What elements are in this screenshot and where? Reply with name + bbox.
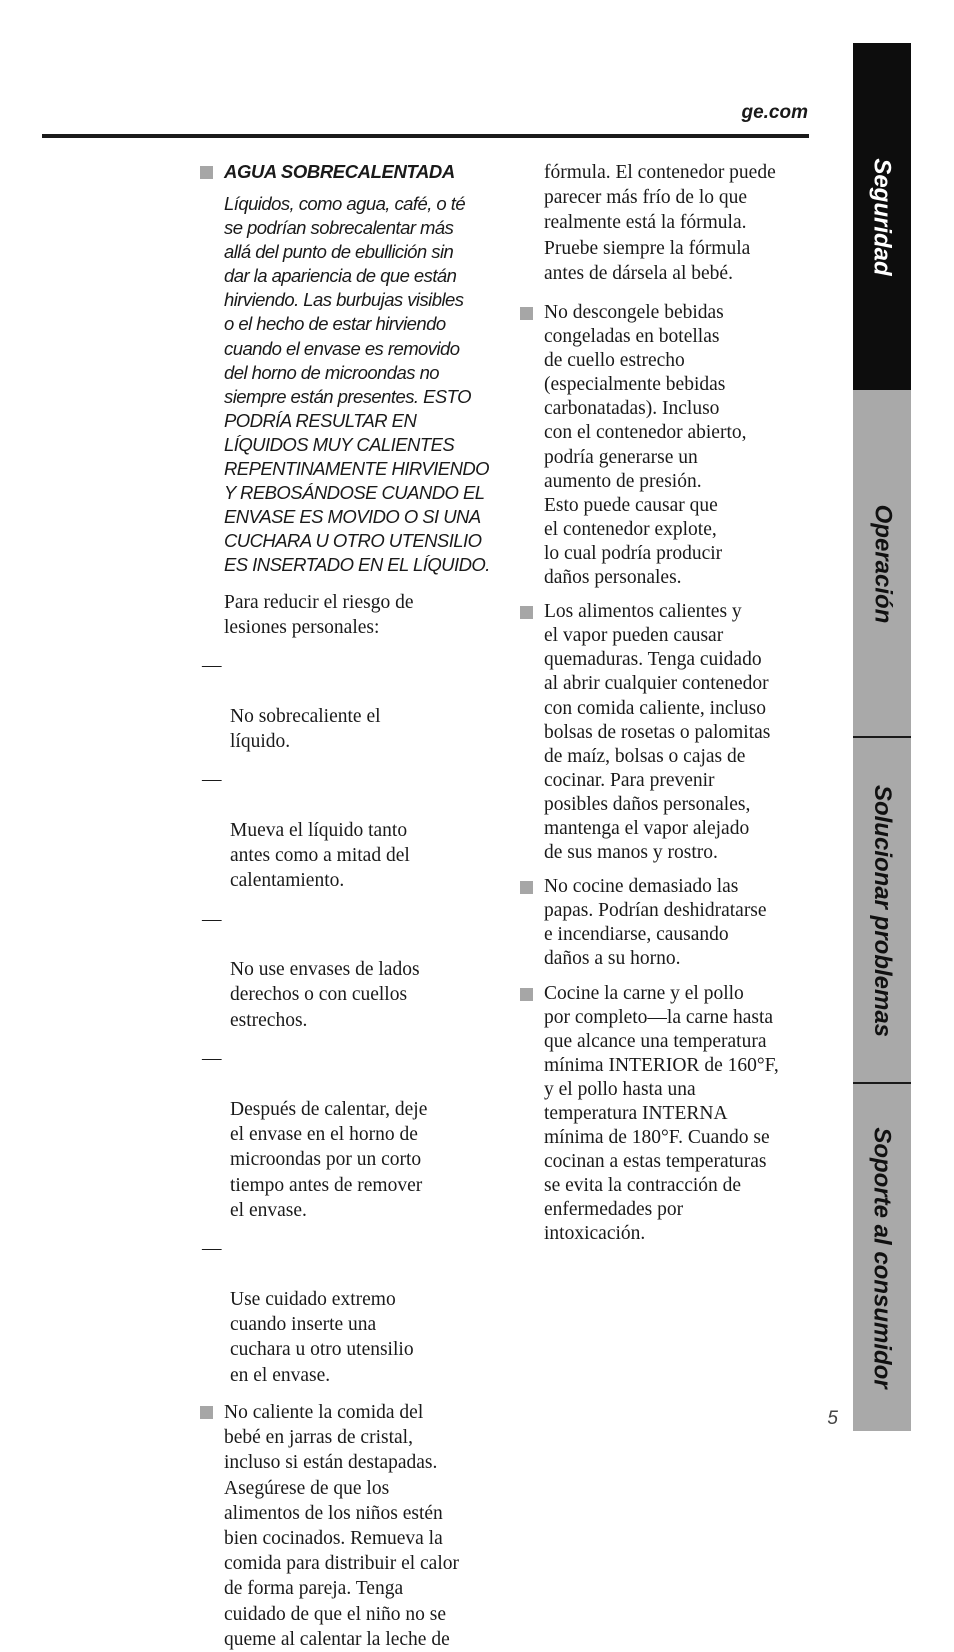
bullet-item: [520, 600, 816, 865]
dash-mark: —: [202, 1238, 222, 1260]
dash-mark: —: [202, 654, 222, 676]
superheated-water-section: [200, 160, 498, 640]
list-item: [200, 1236, 498, 1388]
page-number: 5: [827, 1408, 838, 1429]
list-item-text: Después de calentar, deje el envase en el horno de microondas por un corto tiempo antes de remover el envase.: [230, 1098, 428, 1221]
bullet-square-icon: [520, 881, 533, 894]
bullet-square-icon: [520, 307, 533, 320]
baby-food-text: No caliente la comida del bebé en jarras de cristal, incluso si están destapadas. Asegúrese de que los alimentos de los niños estén bien cocinados. Remueva la comida para distribuir el calor de forma pareja. Tenga cuidado de que el niño no se queme al calentar la leche de: [224, 1401, 459, 1650]
bullet-text: No descongele bebidas congeladas en botellas de cuello estrecho (especialmente bebidas carbonatadas). Incluso con el contenedor abierto, podría generarse un aumento de presión. Esto puede causar que el contenedor explote, lo cual podría producir daños personales.: [544, 302, 747, 589]
bullet-square-icon: [520, 988, 533, 1001]
bullet-item: [520, 875, 816, 971]
continued-text: fórmula. El contenedor puede parecer más frío de lo que realmente está la fórmula. Pruebe siempre la fórmula antes de dársela al bebé.: [544, 162, 776, 284]
bullet-item: [520, 982, 816, 1247]
list-item-text: Use cuidado extremo cuando inserte una cuchara u otro utensilio en el envase.: [230, 1288, 414, 1386]
tab-label: Solucionar problemas: [869, 784, 896, 1037]
dash-mark: —: [202, 1048, 222, 1070]
section-tabs: [853, 43, 911, 1431]
intro-text: Para reducir el riesgo de lesiones personales:: [224, 591, 414, 638]
list-item-text: No use envases de lados derechos o con cuellos estrechos.: [230, 959, 420, 1031]
bullet-item: [520, 301, 816, 590]
right-column: [520, 160, 816, 1247]
bullet-square-icon: [520, 606, 533, 619]
section-heading: AGUA SOBRECALENTADA: [224, 161, 455, 182]
header-rule: [42, 134, 809, 138]
site-url[interactable]: ge.com: [741, 102, 808, 123]
list-item: [200, 907, 498, 1033]
list-item-text: Mueva el líquido tanto antes como a mitad del calentamiento.: [230, 819, 410, 892]
dash-mark: —: [202, 769, 222, 791]
tab-label: Seguridad: [869, 157, 897, 276]
tab-label: Operación: [869, 504, 897, 623]
tab-operacion[interactable]: [853, 390, 911, 737]
dash-list: [200, 653, 498, 1388]
list-item-text: No sobrecaliente el líquido.: [230, 705, 381, 752]
bullet-text: Cocine la carne y el pollo por completo—la carne hasta que alcance una temperatura mínima INTERIOR de 160°F, y el pollo hasta una temperatura INTERNA mínima de 180°F. Cuando se cocinan a estas temperaturas se evita la contracción de enfermedades por intoxicación.: [544, 982, 779, 1245]
bullet-text: No cocine demasiado las papas. Podrían deshidratarse e incendiarse, causando daños a su horno.: [544, 876, 767, 970]
baby-food-section: [200, 1400, 498, 1652]
dash-mark: —: [202, 908, 222, 930]
list-item: [200, 1046, 498, 1223]
tab-label: Soporte al consumidor: [869, 1126, 896, 1389]
tab-soporte-al-consumidor[interactable]: [853, 1084, 911, 1431]
left-column: [200, 160, 498, 1652]
bullet-square-icon: [200, 166, 213, 179]
tab-seguridad[interactable]: [853, 43, 911, 390]
tab-solucionar-problemas[interactable]: [853, 738, 911, 1083]
bullet-square-icon: [200, 1406, 213, 1419]
continued-text-block: [520, 160, 816, 286]
list-item: [200, 653, 498, 754]
warning-text: Líquidos, como agua, café, o té se podrían sobrecalentar más allá del punto de ebullición sin dar la apariencia de que están hirviendo. Las burbujas visibles o el hecho de estar hirviendo cuando el envase es removido del horno de microondas no siempre están presentes. ESTO PODRÍA RESULTAR EN LÍQUIDOS MUY CALIENTES REPENTINAMENTE HIRVIENDO Y REBOSÁNDOSE CUANDO EL ENVASE ES MOVIDO O SI UNA CUCHARA U OTRO UTENSILIO ES INSERTADO EN EL LÍQUIDO.: [224, 193, 490, 576]
bullet-text: Los alimentos calientes y el vapor pueden causar quemaduras. Tenga cuidado al abrir cualquier contenedor con comida caliente, incluso bolsas de rosetas o palomitas de maíz, bolsas o cajas de cocinar. Para prevenir posibles daños personales, mantenga el vapor alejado de sus manos y rostro.: [544, 601, 771, 864]
list-item: [200, 767, 498, 893]
